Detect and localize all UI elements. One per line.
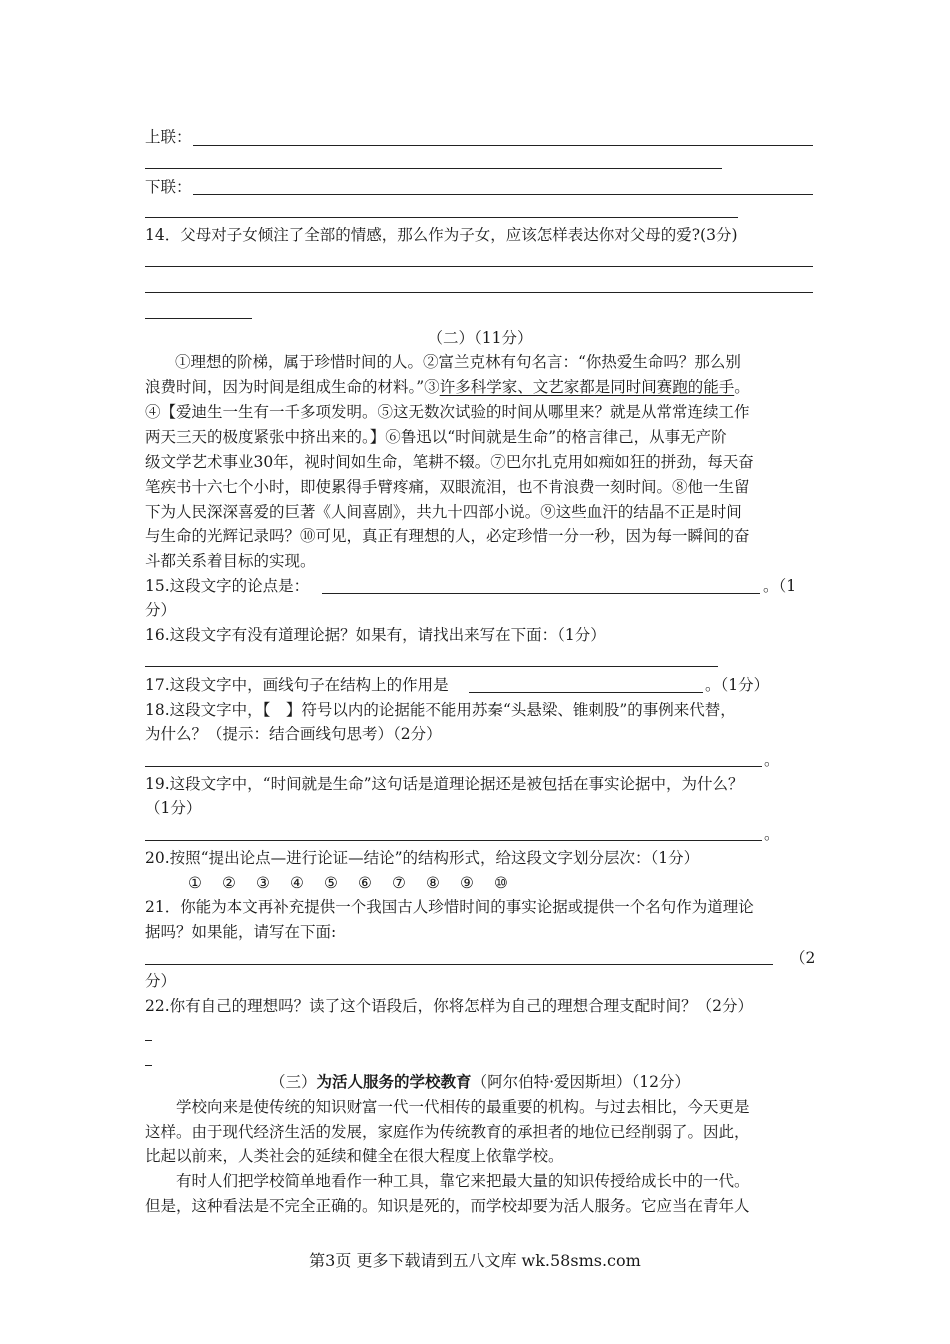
question-22: 22.你有自己的理想吗？读了这个语段后，你将怎样为自己的理想合理支配时间？（2分） (145, 997, 754, 1015)
passage-3-line-1: 学校向来是使传统的知识财富一代一代相传的最重要的机构。与过去相比，今天更是 (145, 1098, 750, 1116)
question-17: 17.这段文字中，画线句子在结构上的作用是 (145, 676, 449, 694)
question-21: 21．你能为本文再补充提供一个我国古人珍惜时间的事实论据或提供一个名句作为道理论 (145, 898, 754, 916)
passage-2-line-3: ④【爱迪生一生有一千多项发明。⑤这无数次试验的时间从哪里来？就是从常常连续工作 (145, 403, 750, 421)
upper-couplet-answer-line[interactable] (193, 145, 813, 146)
q22-answer-line-2[interactable] (145, 1065, 152, 1066)
lower-couplet-answer-line[interactable] (193, 194, 813, 195)
q18-end-mark: 。 (764, 751, 780, 769)
question-15-score-cont: 分） (145, 601, 177, 619)
page-footer: 第3页 更多下载请到五八文库 wk.58sms.com (309, 1251, 641, 1270)
q20-number: ⑦ (392, 874, 406, 892)
question-14: 14．父母对子女倾注了全部的情感，那么作为子女，应该怎样表达你对父母的爱?(3分) (145, 226, 738, 244)
q20-number: ③ (256, 874, 270, 892)
passage-2-line-9: 斗都关系着目标的实现。 (145, 552, 316, 570)
q22-answer-line-1[interactable] (145, 1040, 152, 1041)
q15-answer-line[interactable] (322, 593, 760, 594)
question-21-cont: 据吗？如果能，请写在下面: (145, 923, 337, 941)
q20-number: ⑩ (494, 874, 508, 892)
passage-2-line-5: 级文学艺术事业30年，视时间如生命，笔耕不辍。⑦巴尔扎克用如痴如狂的拼劲，每天奋 (145, 453, 754, 471)
question-16: 16.这段文字有没有道理论据？如果有，请找出来写在下面：（1分） (145, 626, 606, 644)
question-21-score-cont: 分） (145, 972, 177, 990)
upper-couplet-label: 上联： (145, 128, 192, 146)
passage-2-line-8: 与生命的光辉记录吗？⑩可见，真正有理想的人，必定珍惜一分一秒，因为每一瞬间的奋 (145, 527, 750, 545)
passage-3-line-2: 这样。由于现代经济生活的发展，家庭作为传统教育的承担者的地位已经削弱了。因此， (145, 1123, 750, 1141)
q20-number-sequence (178, 871, 538, 895)
passage-2-line-7: 下为人民深深喜爱的巨著《人间喜剧》，共九十四部小说。⑨这些血汗的结晶不正是时间 (145, 503, 742, 521)
question-15: 15.这段文字的论点是： (145, 577, 310, 595)
q20-number: ⑧ (426, 874, 440, 892)
passage-2-line-4: 两天三天的极度紧张中挤出来的。】⑥鲁迅以“时间就是生命”的格言律己，从事无产阶 (145, 428, 727, 446)
q14-answer-line-1[interactable] (145, 266, 813, 267)
q20-number: ⑥ (358, 874, 372, 892)
question-18: 18.这段文字中，【 】符号以内的论据能不能用苏秦“头悬梁、锥刺股”的事例来代替， (145, 701, 736, 719)
upper-couplet-answer-line-2[interactable] (145, 168, 722, 169)
question-19-cont: （1分） (145, 799, 202, 817)
passage-3-line-4: 有时人们把学校简单地看作一种工具，靠它来把最大量的知识传授给成长中的一代。 (145, 1172, 750, 1190)
question-21-score: （2 (790, 949, 816, 967)
passage-2-line-2: 浪费时间，因为时间是组成生命的材料。”③许多科学家、文艺家都是同时间赛跑的能手。 (145, 378, 750, 396)
q14-answer-line-3[interactable] (145, 318, 252, 319)
underlined-sentence: 许多科学家、文艺家都是同时间赛跑的能手 (439, 378, 735, 396)
lower-couplet-label: 下联： (145, 178, 192, 196)
q20-number: ② (222, 874, 236, 892)
passage-2-line-6: 笔疾书十六七个小时，即使累得手臂疼痛，双眼流泪，也不肯浪费一刻时间。⑧他一生留 (145, 478, 750, 496)
section-3-heading: （三）为活人服务的学校教育（阿尔伯特·爱因斯坦）（12分） (270, 1072, 690, 1091)
section-3-title: 为活人服务的学校教育 (316, 1072, 472, 1091)
passage-3-line-3: 比起以前来，人类社会的延续和健全在很大程度上依靠学校。 (145, 1147, 564, 1165)
q14-answer-line-2[interactable] (145, 292, 813, 293)
question-20: 20.按照“提出论点—进行论证—结论”的结构形式，给这段文字划分层次：（1分） (145, 849, 700, 867)
passage-2-line-1: ①理想的阶梯，属于珍惜时间的人。②富兰克林有句名言：“你热爱生命吗？那么别 (175, 353, 741, 371)
q19-end-mark: 。 (764, 825, 780, 843)
lower-couplet-answer-line-2[interactable] (145, 217, 738, 218)
q20-number: ⑤ (324, 874, 338, 892)
q20-number: ⑨ (460, 874, 474, 892)
passage-3-line-5: 但是，这种看法是不完全正确的。知识是死的，而学校却要为活人服务。它应当在青年人 (145, 1197, 750, 1215)
q17-answer-line[interactable] (469, 692, 703, 693)
q21-answer-line[interactable] (145, 964, 773, 965)
question-19: 19.这段文字中，“时间就是生命”这句话是道理论据还是被包括在事实论据中，为什么？ (145, 775, 744, 793)
q20-number: ① (188, 874, 202, 892)
question-15-score: 。（1 (763, 577, 797, 595)
q20-number: ④ (290, 874, 304, 892)
q19-answer-line[interactable] (145, 840, 762, 841)
q18-answer-line[interactable] (145, 766, 762, 767)
q16-answer-line[interactable] (145, 666, 718, 667)
section-2-heading: （二）（11分） (427, 329, 533, 347)
question-18-cont: 为什么？（提示：结合画线句思考）（2分） (145, 725, 442, 743)
question-17-score: 。（1分） (705, 676, 770, 694)
